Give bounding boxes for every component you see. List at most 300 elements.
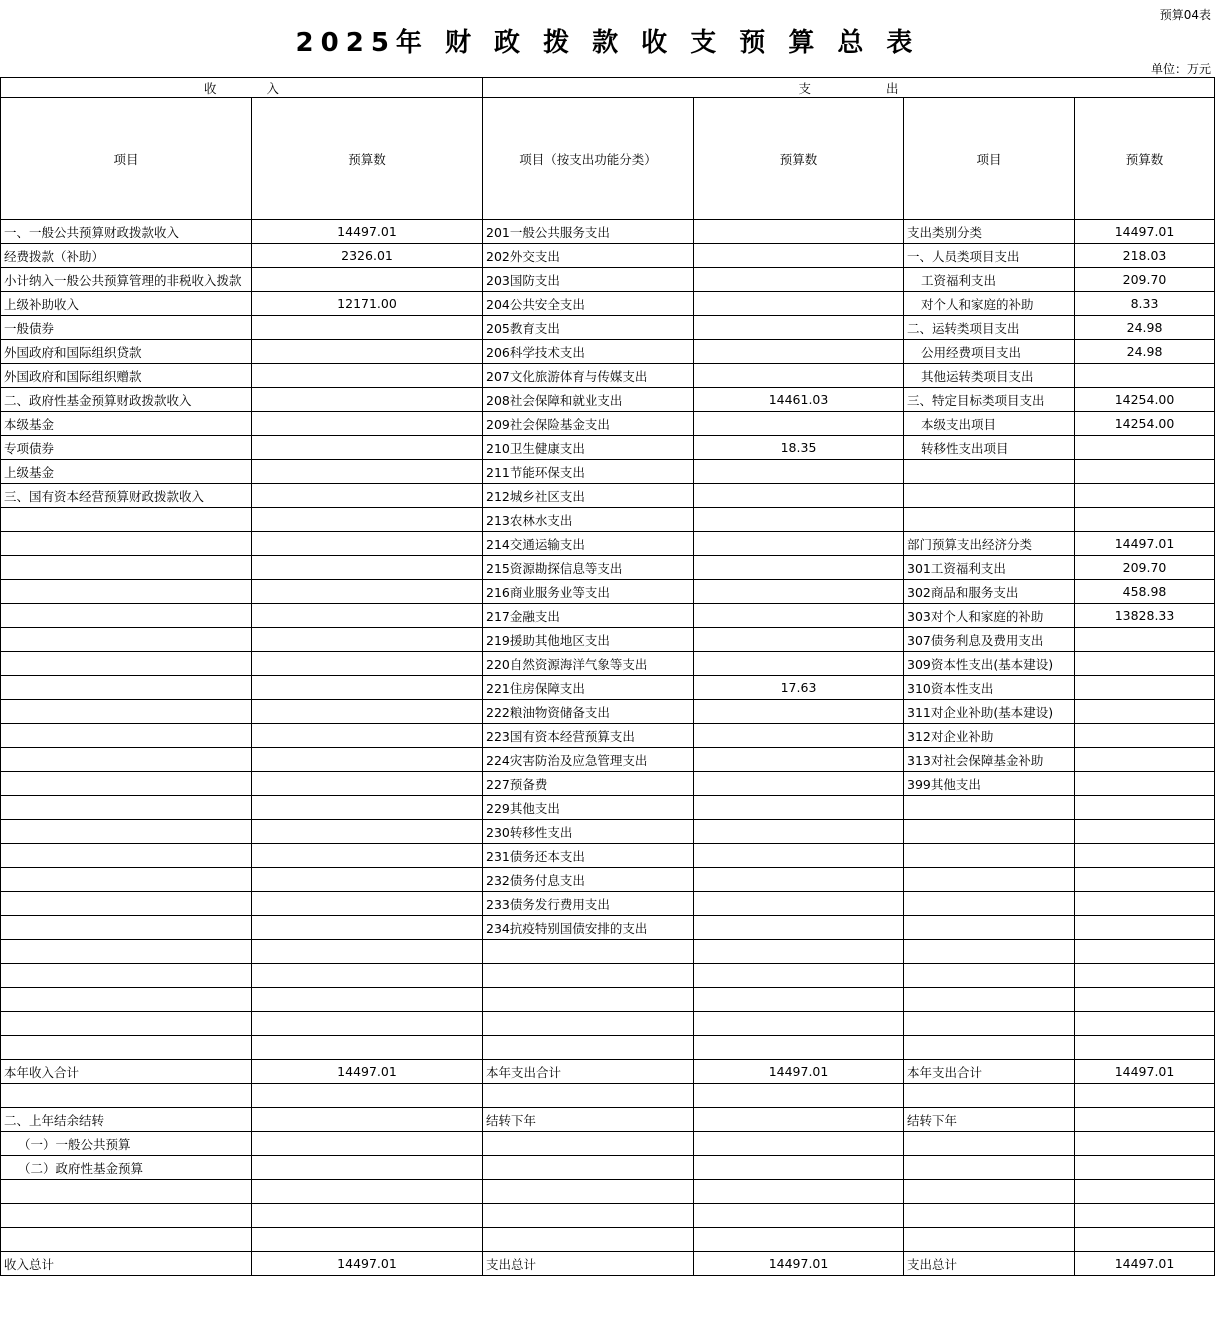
income-item-cell: （二）政府性基金预算 [1,1156,252,1180]
category-item-cell [904,868,1075,892]
table-row [1,220,1215,244]
income-amount-cell [252,484,483,508]
income-item-cell [1,844,252,868]
category-amount-cell: 458.98 [1075,580,1215,604]
category-item-cell [904,916,1075,940]
income-amount-cell [252,772,483,796]
income-amount-header: 预算数 [252,98,483,220]
category-item-cell: 结转下年 [904,1108,1075,1132]
function-item-cell: 219援助其他地区支出 [483,628,694,652]
category-item-cell: 301工资福利支出 [904,556,1075,580]
income-amount-cell [252,940,483,964]
income-item-cell [1,700,252,724]
function-item-cell: 224灾害防治及应急管理支出 [483,748,694,772]
function-item-cell [483,1228,694,1252]
table-row [1,364,1215,388]
income-item-cell [1,772,252,796]
income-item-cell: 专项债券 [1,436,252,460]
income-amount-cell [252,556,483,580]
category-amount-cell [1075,772,1215,796]
income-amount-cell [252,916,483,940]
table-row [1,700,1215,724]
category-item-cell: 转移性支出项目 [904,436,1075,460]
function-amount-cell [694,748,904,772]
function-amount-cell [694,604,904,628]
table-row [1,1084,1215,1108]
function-item-cell: 233债务发行费用支出 [483,892,694,916]
category-amount-cell [1075,1036,1215,1060]
function-amount-cell [694,364,904,388]
category-amount-cell [1075,1156,1215,1180]
function-item-cell: 213农林水支出 [483,508,694,532]
income-amount-cell [252,1084,483,1108]
category-amount-cell [1075,700,1215,724]
function-item-cell: 205教育支出 [483,316,694,340]
category-amount-cell: 14497.01 [1075,1252,1215,1276]
function-item-cell [483,988,694,1012]
function-amount-cell [694,844,904,868]
table-row [1,1036,1215,1060]
category-amount-cell: 14254.00 [1075,412,1215,436]
page-title: 2025年 财 政 拨 款 收 支 预 算 总 表 [295,28,920,58]
function-item-cell: 204公共安全支出 [483,292,694,316]
function-item-cell: 216商业服务业等支出 [483,580,694,604]
income-item-cell: 外国政府和国际组织赠款 [1,364,252,388]
category-item-cell: 311对企业补助(基本建设) [904,700,1075,724]
category-item-cell [904,1012,1075,1036]
income-item-cell [1,1012,252,1036]
income-amount-cell [252,1108,483,1132]
category-amount-cell [1075,748,1215,772]
income-amount-cell [252,316,483,340]
function-item-cell: 212城乡社区支出 [483,484,694,508]
function-amount-cell [694,940,904,964]
category-amount-cell [1075,844,1215,868]
income-amount-cell [252,340,483,364]
income-amount-cell: 12171.00 [252,292,483,316]
category-item-cell: 本年支出合计 [904,1060,1075,1084]
income-item-cell: 上级补助收入 [1,292,252,316]
income-amount-cell: 14497.01 [252,1060,483,1084]
category-item-cell [904,1156,1075,1180]
function-item-cell: 201一般公共服务支出 [483,220,694,244]
column-header-row [1,98,1215,220]
income-item-cell [1,580,252,604]
income-amount-cell [252,796,483,820]
table-row [1,1228,1215,1252]
function-item-cell: 229其他支出 [483,796,694,820]
form-code: 预算04表 [1159,8,1211,22]
function-item-cell: 209社会保险基金支出 [483,412,694,436]
function-amount-header: 预算数 [694,98,904,220]
table-row [1,676,1215,700]
category-amount-cell [1075,364,1215,388]
income-amount-cell [252,964,483,988]
function-item-cell [483,1204,694,1228]
income-item-cell [1,724,252,748]
category-item-cell [904,844,1075,868]
category-amount-cell [1075,796,1215,820]
category-amount-cell [1075,820,1215,844]
table-row [1,796,1215,820]
table-row [1,892,1215,916]
category-item-cell [904,964,1075,988]
function-amount-cell [694,460,904,484]
table-row [1,1156,1215,1180]
category-item-cell: 307债务利息及费用支出 [904,628,1075,652]
income-item-cell: 本级基金 [1,412,252,436]
function-amount-cell [694,652,904,676]
category-item-cell [904,1036,1075,1060]
table-row [1,1252,1215,1276]
category-item-cell: 310资本性支出 [904,676,1075,700]
category-amount-cell [1075,676,1215,700]
income-item-cell [1,508,252,532]
table-row [1,1060,1215,1084]
income-item-cell: （一）一般公共预算 [1,1132,252,1156]
income-item-cell: 一般债券 [1,316,252,340]
category-item-cell [904,484,1075,508]
income-amount-cell [252,508,483,532]
function-item-cell: 210卫生健康支出 [483,436,694,460]
function-amount-cell [694,820,904,844]
table-row [1,988,1215,1012]
function-item-cell: 结转下年 [483,1108,694,1132]
category-item-cell [904,820,1075,844]
function-item-cell: 203国防支出 [483,268,694,292]
income-amount-cell [252,748,483,772]
function-amount-cell [694,220,904,244]
income-item-cell [1,1204,252,1228]
function-amount-cell [694,1036,904,1060]
table-row [1,1204,1215,1228]
function-amount-cell [694,988,904,1012]
category-amount-cell: 14254.00 [1075,388,1215,412]
function-amount-cell [694,724,904,748]
category-amount-cell [1075,892,1215,916]
income-item-cell [1,748,252,772]
section-header-row [1,78,1215,98]
income-item-cell: 本年收入合计 [1,1060,252,1084]
income-item-cell [1,1180,252,1204]
function-item-cell: 234抗疫特别国债安排的支出 [483,916,694,940]
function-item-cell [483,1132,694,1156]
function-amount-cell [694,892,904,916]
category-amount-cell: 218.03 [1075,244,1215,268]
category-amount-cell [1075,484,1215,508]
table-row [1,484,1215,508]
income-amount-cell: 14497.01 [252,220,483,244]
category-item-cell: 支出总计 [904,1252,1075,1276]
table-row [1,772,1215,796]
income-amount-cell [252,1132,483,1156]
function-amount-cell [694,1228,904,1252]
category-amount-cell [1075,1228,1215,1252]
category-amount-cell: 209.70 [1075,556,1215,580]
category-amount-cell: 209.70 [1075,268,1215,292]
income-item-cell [1,796,252,820]
income-amount-cell [252,676,483,700]
function-item-cell: 206科学技术支出 [483,340,694,364]
table-row [1,1012,1215,1036]
category-item-cell [904,796,1075,820]
income-item-cell [1,652,252,676]
income-item-cell [1,1036,252,1060]
category-amount-cell [1075,652,1215,676]
category-item-cell: 一、人员类项目支出 [904,244,1075,268]
function-item-cell: 220自然资源海洋气象等支出 [483,652,694,676]
table-row [1,844,1215,868]
category-amount-cell: 14497.01 [1075,532,1215,556]
category-item-cell: 本级支出项目 [904,412,1075,436]
income-item-cell [1,532,252,556]
category-item-cell [904,1204,1075,1228]
income-amount-cell [252,892,483,916]
category-item-cell: 其他运转类项目支出 [904,364,1075,388]
function-item-cell [483,1084,694,1108]
category-amount-cell [1075,1012,1215,1036]
income-item-cell [1,604,252,628]
income-amount-cell [252,388,483,412]
category-amount-cell: 14497.01 [1075,1060,1215,1084]
table-row [1,388,1215,412]
function-amount-cell [694,1084,904,1108]
table-row [1,652,1215,676]
category-item-cell: 部门预算支出经济分类 [904,532,1075,556]
unit-label: 单位：万元 [1150,62,1211,76]
income-item-cell: 二、政府性基金预算财政拨款收入 [1,388,252,412]
income-item-cell [1,892,252,916]
income-item-cell [1,676,252,700]
income-item-cell [1,1084,252,1108]
income-item-cell: 小计纳入一般公共预算管理的非税收入拨款 [1,268,252,292]
function-item-cell [483,940,694,964]
income-amount-cell: 2326.01 [252,244,483,268]
category-item-cell: 303对个人和家庭的补助 [904,604,1075,628]
function-amount-cell: 14497.01 [694,1060,904,1084]
income-item-cell [1,988,252,1012]
table-row [1,1108,1215,1132]
function-amount-cell [694,532,904,556]
function-item-cell: 215资源勘探信息等支出 [483,556,694,580]
table-row [1,244,1215,268]
table-row [1,628,1215,652]
income-amount-cell [252,1012,483,1036]
function-amount-cell [694,1180,904,1204]
category-amount-cell [1075,916,1215,940]
function-item-cell: 230转移性支出 [483,820,694,844]
expense-section-header: 支 出 [483,78,1215,98]
income-amount-cell [252,1204,483,1228]
function-amount-cell: 17.63 [694,676,904,700]
category-amount-cell [1075,868,1215,892]
category-item-cell: 工资福利支出 [904,268,1075,292]
table-row [1,940,1215,964]
function-item-cell: 223国有资本经营预算支出 [483,724,694,748]
budget-table [0,77,1215,1276]
category-amount-cell [1075,1132,1215,1156]
income-section-header: 收 入 [1,78,483,98]
function-amount-cell [694,628,904,652]
function-item-cell [483,1156,694,1180]
function-amount-cell [694,412,904,436]
function-item-cell: 227预备费 [483,772,694,796]
income-amount-cell: 14497.01 [252,1252,483,1276]
function-amount-cell [694,268,904,292]
table-row [1,868,1215,892]
table-row [1,1132,1215,1156]
table-row [1,316,1215,340]
function-amount-cell [694,340,904,364]
category-item-cell: 对个人和家庭的补助 [904,292,1075,316]
function-item-cell [483,964,694,988]
category-item-cell [904,460,1075,484]
income-amount-cell [252,988,483,1012]
income-amount-cell [252,868,483,892]
income-item-header: 项目 [1,98,252,220]
income-amount-cell [252,412,483,436]
category-amount-cell: 14497.01 [1075,220,1215,244]
income-amount-cell [252,532,483,556]
income-item-cell: 经费拨款（补助） [1,244,252,268]
table-row [1,724,1215,748]
category-amount-cell: 8.33 [1075,292,1215,316]
category-amount-cell [1075,1204,1215,1228]
table-row [1,580,1215,604]
function-amount-cell [694,1156,904,1180]
category-item-cell: 302商品和服务支出 [904,580,1075,604]
table-row [1,292,1215,316]
function-amount-cell [694,556,904,580]
category-amount-cell [1075,460,1215,484]
category-amount-cell [1075,964,1215,988]
income-amount-cell [252,1228,483,1252]
table-row [1,412,1215,436]
category-item-cell: 313对社会保障基金补助 [904,748,1075,772]
category-item-cell: 支出类别分类 [904,220,1075,244]
income-item-cell: 二、上年结余结转 [1,1108,252,1132]
category-amount-cell [1075,1180,1215,1204]
function-item-cell: 本年支出合计 [483,1060,694,1084]
table-row [1,460,1215,484]
function-amount-cell [694,316,904,340]
category-amount-header: 预算数 [1075,98,1215,220]
category-item-cell [904,892,1075,916]
function-amount-cell [694,1132,904,1156]
income-amount-cell [252,364,483,388]
income-item-cell [1,820,252,844]
table-row [1,268,1215,292]
category-amount-cell: 13828.33 [1075,604,1215,628]
function-item-cell: 202外交支出 [483,244,694,268]
function-amount-cell [694,964,904,988]
function-amount-cell [694,484,904,508]
income-amount-cell [252,628,483,652]
income-amount-cell [252,1180,483,1204]
category-amount-cell [1075,940,1215,964]
income-amount-cell [252,844,483,868]
function-amount-cell [694,868,904,892]
function-item-cell: 支出总计 [483,1252,694,1276]
function-item-cell [483,1180,694,1204]
function-item-cell: 231债务还本支出 [483,844,694,868]
income-item-cell: 收入总计 [1,1252,252,1276]
function-amount-cell [694,1108,904,1132]
function-item-cell [483,1012,694,1036]
category-item-cell: 三、特定目标类项目支出 [904,388,1075,412]
category-amount-cell [1075,1084,1215,1108]
income-item-cell [1,1228,252,1252]
income-amount-cell [252,460,483,484]
income-amount-cell [252,580,483,604]
table-row [1,820,1215,844]
function-item-cell: 211节能环保支出 [483,460,694,484]
category-amount-cell [1075,1108,1215,1132]
function-item-cell: 214交通运输支出 [483,532,694,556]
function-amount-cell: 18.35 [694,436,904,460]
table-row [1,1180,1215,1204]
category-item-cell: 309资本性支出(基本建设) [904,652,1075,676]
income-amount-cell [252,1036,483,1060]
category-item-cell: 399其他支出 [904,772,1075,796]
function-amount-cell [694,244,904,268]
function-amount-cell [694,508,904,532]
category-amount-cell: 24.98 [1075,340,1215,364]
category-amount-cell [1075,628,1215,652]
income-item-cell [1,628,252,652]
function-amount-cell [694,580,904,604]
income-item-cell [1,964,252,988]
category-amount-cell [1075,988,1215,1012]
function-amount-cell [694,292,904,316]
category-item-cell [904,940,1075,964]
income-amount-cell [252,268,483,292]
category-item-cell [904,1084,1075,1108]
table-row [1,436,1215,460]
income-item-cell [1,940,252,964]
income-amount-cell [252,1156,483,1180]
table-row [1,748,1215,772]
income-amount-cell [252,700,483,724]
function-amount-cell: 14461.03 [694,388,904,412]
category-item-cell: 二、运转类项目支出 [904,316,1075,340]
income-amount-cell [252,604,483,628]
function-item-cell: 221住房保障支出 [483,676,694,700]
income-item-cell [1,868,252,892]
category-item-cell: 312对企业补助 [904,724,1075,748]
category-item-header: 项目 [904,98,1075,220]
income-item-cell: 一、一般公共预算财政拨款收入 [1,220,252,244]
function-amount-cell [694,1204,904,1228]
income-amount-cell [252,436,483,460]
function-item-header: 项目（按支出功能分类） [483,98,694,220]
income-item-cell: 外国政府和国际组织贷款 [1,340,252,364]
income-item-cell [1,916,252,940]
category-item-cell [904,988,1075,1012]
income-amount-cell [252,820,483,844]
function-amount-cell [694,916,904,940]
function-amount-cell [694,772,904,796]
table-row [1,508,1215,532]
table-row [1,964,1215,988]
income-item-cell [1,556,252,580]
category-item-cell [904,1228,1075,1252]
category-item-cell [904,1132,1075,1156]
function-item-cell [483,1036,694,1060]
function-item-cell: 222粮油物资储备支出 [483,700,694,724]
income-amount-cell [252,724,483,748]
category-amount-cell: 24.98 [1075,316,1215,340]
